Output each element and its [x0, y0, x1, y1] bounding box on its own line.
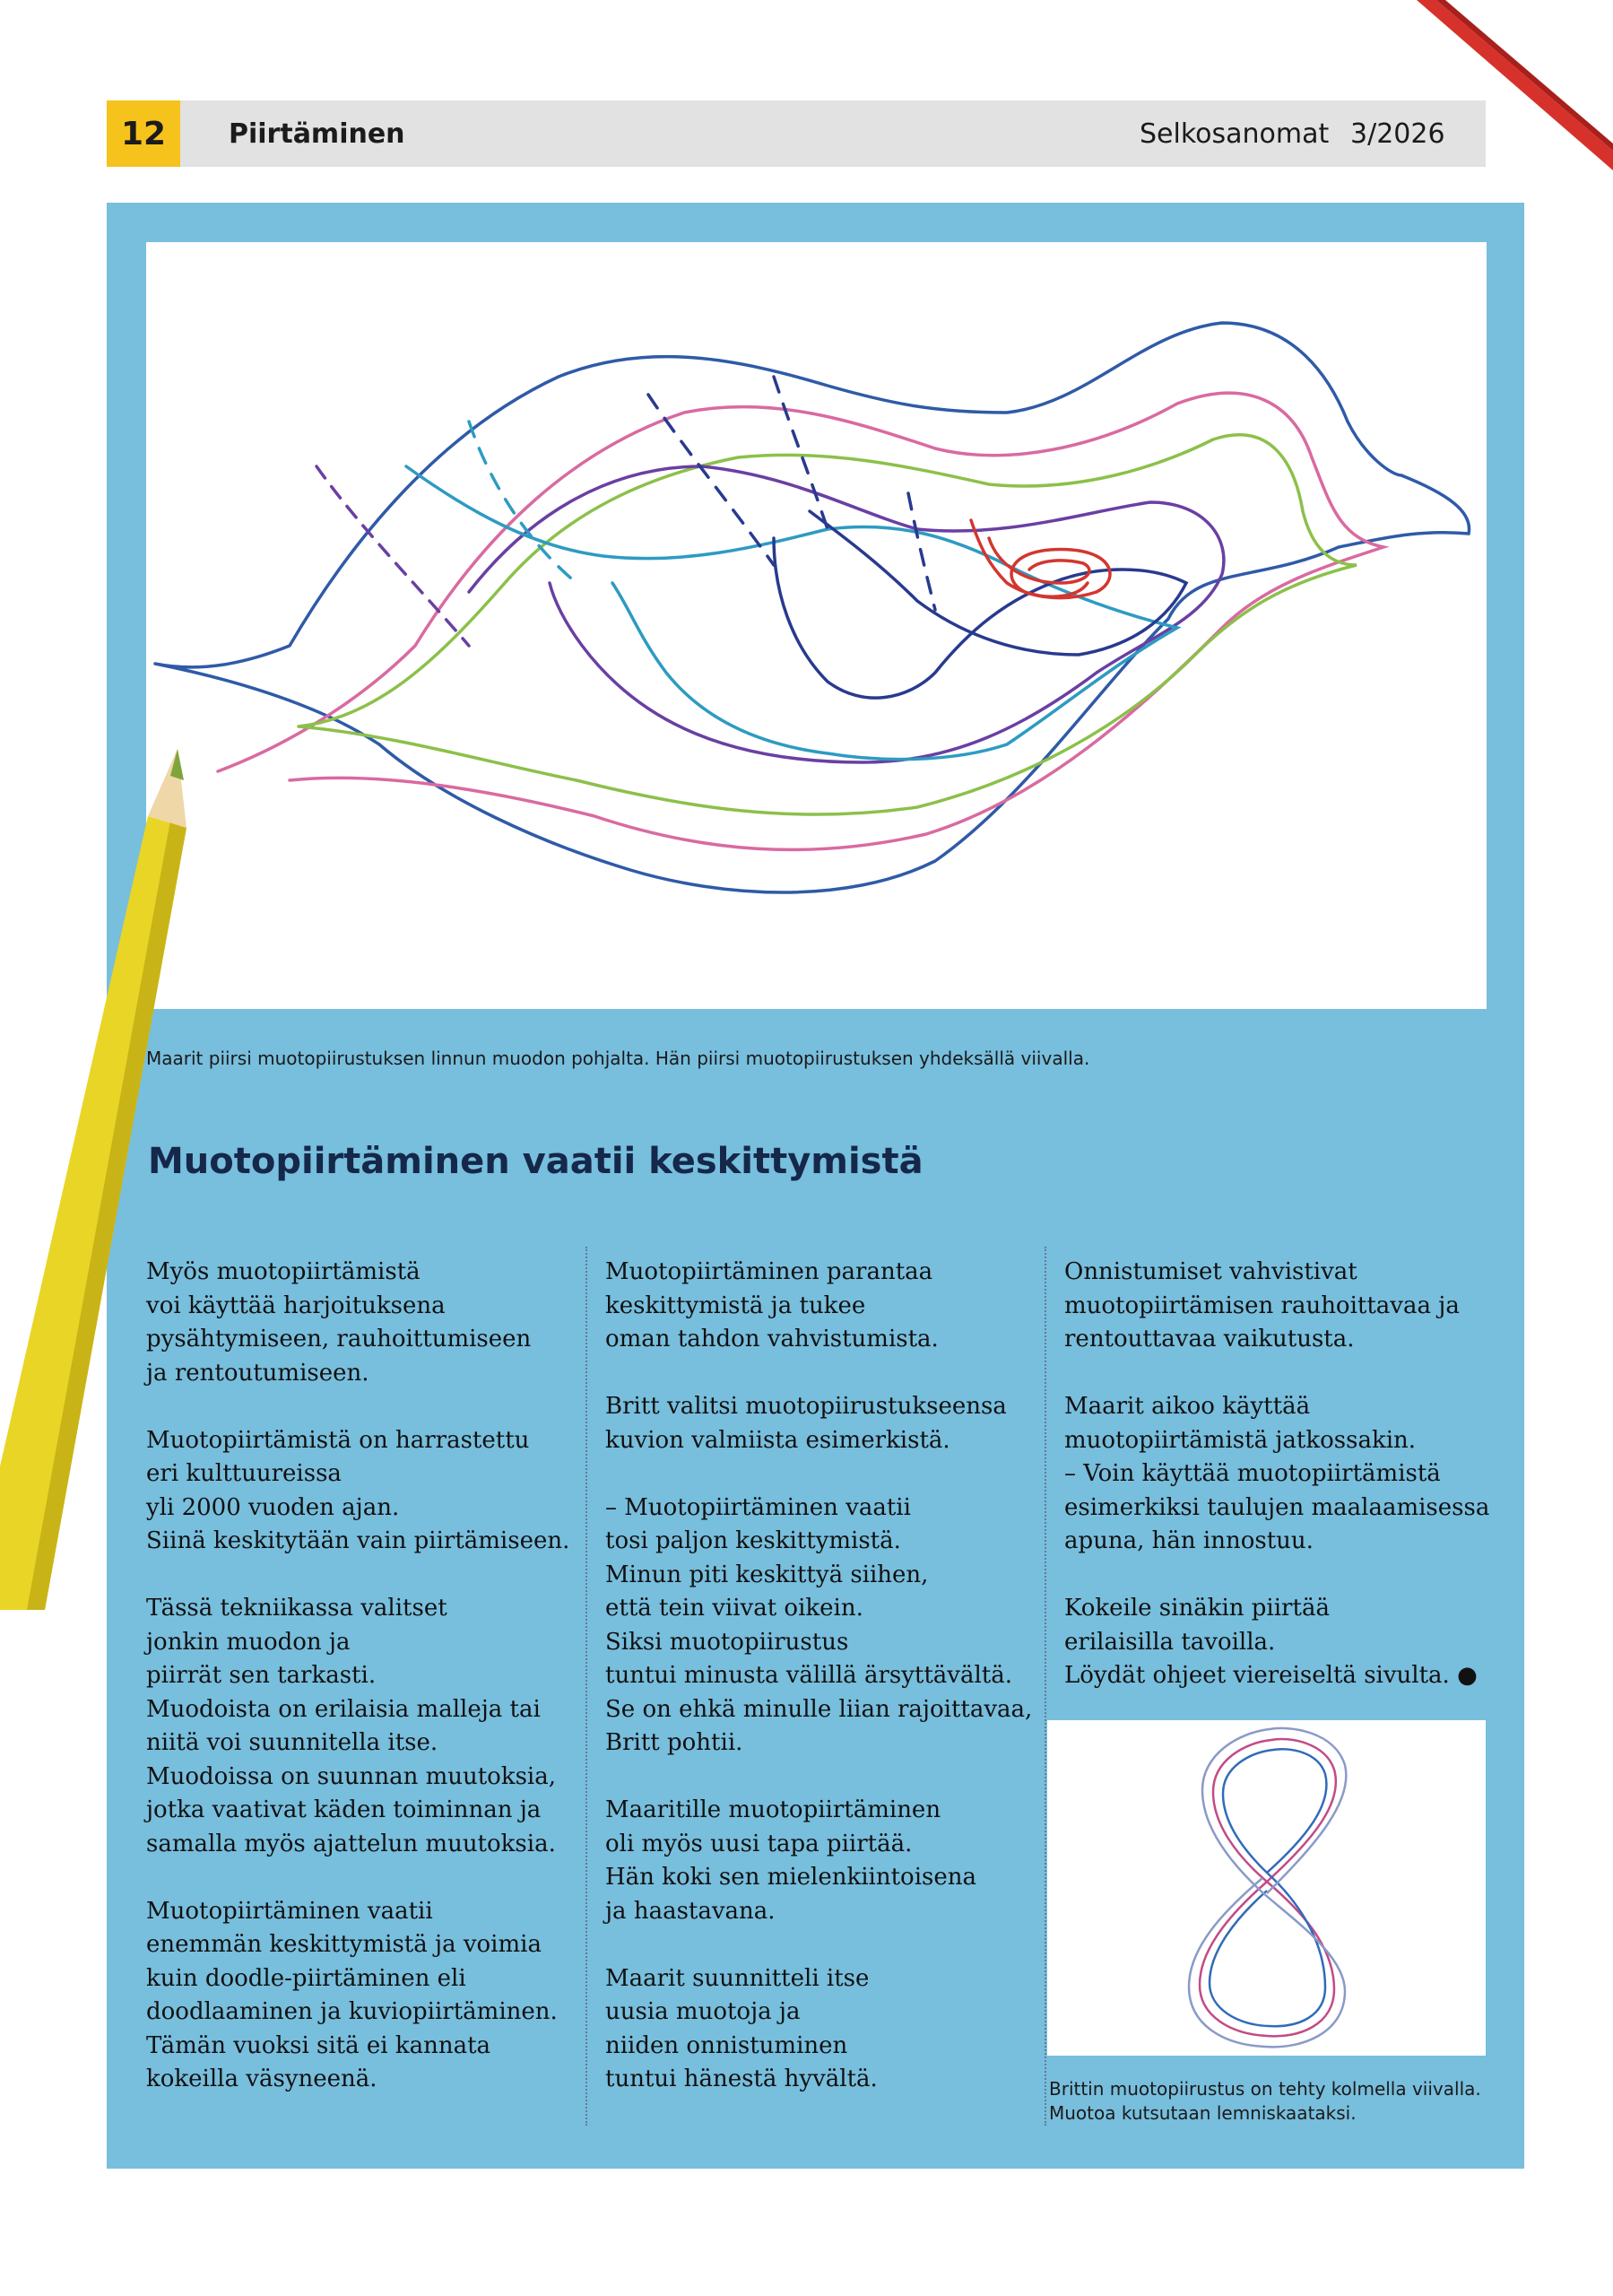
text-line: tuntui minusta välillä ärsyttävältä. [605, 1662, 1013, 1689]
text-line: Maaritille muotopiirtäminen [605, 1796, 941, 1823]
paragraph [1064, 1256, 1489, 1357]
text-line: Kokeile sinäkin piirtää [1064, 1595, 1330, 1622]
text-line: Muotopiirtäminen vaatii [146, 1897, 433, 1925]
text-line: niiden onnistuminen [605, 2031, 848, 2059]
text-column-2 [605, 1256, 1032, 2130]
text-line: esimerkiksi taulujen maalaamisessa [1064, 1493, 1490, 1521]
text-line: muotopiirtämisen rauhoittavaa ja [1064, 1292, 1460, 1319]
text-line: Se on ehkä minulle liian rajoittavaa, [605, 1695, 1033, 1723]
end-mark: ● [1457, 1662, 1478, 1689]
text-line: yli 2000 vuoden ajan. [146, 1493, 400, 1521]
text-line: Maarit aikoo käyttää [1064, 1393, 1311, 1420]
text-line: ja rentoutumiseen. [146, 1359, 369, 1387]
paragraph [605, 1256, 1032, 1357]
text-line: oli myös uusi tapa piirtää. [605, 1830, 913, 1857]
bird-drawing-photo [146, 242, 1487, 1009]
text-line: Hän koki sen mielenkiintoisena [605, 1864, 976, 1891]
text-line [1064, 1659, 1489, 1693]
text-line: eri kulttuureissa [146, 1460, 342, 1487]
text-column-3 [1064, 1256, 1489, 1726]
section-title: Piirtäminen [229, 118, 405, 150]
text-line: kokeilla väsyneenä. [146, 2066, 377, 2092]
text-line: apuna, hän innostuu. [1064, 1527, 1314, 1554]
text-line: kuin doodle-piirtäminen eli [146, 1964, 466, 1992]
text-line: niitä voi suunnitella itse. [146, 1729, 438, 1756]
paragraph [146, 1424, 569, 1559]
caption-line: Muotoa kutsutaan lemniskaataksi. [1049, 2102, 1357, 2124]
text-line: jotka vaativat käden toiminnan ja [146, 1796, 542, 1823]
text-line: tuntui hänestä hyvältä. [605, 2066, 878, 2092]
paragraph [146, 1256, 569, 1390]
text-line: muotopiirtämistä jatkossakin. [1064, 1426, 1417, 1454]
text-line: Muodoista on erilaisia malleja tai [146, 1695, 541, 1723]
text-line: samalla myös ajattelun muutoksia. [146, 1830, 556, 1857]
text-line: Myös muotopiirtämistä [146, 1258, 421, 1285]
text-line: Siksi muotopiirustus [605, 1628, 849, 1656]
text-line: Siinä keskitytään vain piirtämiseen. [146, 1527, 570, 1554]
text-line: rentouttavaa vaikutusta. [1064, 1326, 1355, 1352]
text-line: enemmän keskittymistä ja voimia [146, 1931, 542, 1958]
text-column-1 [146, 1256, 569, 2130]
text-line: tosi paljon keskittymistä. [605, 1527, 901, 1554]
paragraph [605, 1794, 1032, 1928]
text-line: oman tahdon vahvistumista. [605, 1326, 939, 1352]
text-line: doodlaaminen ja kuviopiirtäminen. [146, 1998, 558, 2025]
paragraph [605, 1390, 1032, 1457]
text-line: erilaisilla tavoilla. [1064, 1628, 1276, 1656]
publication-name: Selkosanomat [1140, 118, 1330, 150]
text-line: Tässä tekniikassa valitset [146, 1595, 447, 1622]
text-line: Britt pohtii. [605, 1729, 743, 1756]
text-line-content: Löydät ohjeet viereiseltä sivulta. [1064, 1662, 1450, 1689]
article-headline: Muotopiirtäminen vaatii keskittymistä [148, 1141, 924, 1182]
text-line: Minun piti keskittyä siihen, [605, 1561, 929, 1588]
column-divider [585, 1247, 587, 2126]
figure2-caption [1049, 2077, 1481, 2126]
caption-line: Brittin muotopiirustus on tehty kolmella viivalla. [1049, 2078, 1481, 2100]
column-divider [1045, 1247, 1046, 2126]
lemniscate-drawing-photo [1047, 1720, 1486, 2056]
paragraph [146, 1592, 569, 1861]
text-line: ja haastavana. [605, 1897, 776, 1925]
paragraph [1064, 1390, 1489, 1559]
text-line: jonkin muodon ja [146, 1628, 351, 1656]
figure1-caption: Maarit piirsi muotopiirustuksen linnun muodon pohjalta. Hän piirsi muotopiirustuksen yhdeksällä viivalla. [146, 1048, 1090, 1069]
paragraph [605, 1962, 1032, 2097]
text-line: Tämän vuoksi sitä ei kannata [146, 2031, 491, 2059]
text-line: uusia muotoja ja [605, 1998, 801, 2025]
text-line: kuvion valmiista esimerkistä. [605, 1426, 950, 1454]
paragraph [146, 1895, 569, 2097]
text-line: voi käyttää harjoituksena [146, 1292, 446, 1319]
text-line: piirrät sen tarkasti. [146, 1662, 377, 1689]
text-line: – Voin käyttää muotopiirtämistä [1064, 1460, 1441, 1487]
text-line: – Muotopiirtäminen vaatii [605, 1493, 911, 1521]
text-line: Muodoissa on suunnan muutoksia, [146, 1762, 557, 1790]
text-line: keskittymistä ja tukee [605, 1292, 866, 1319]
text-line: että tein viivat oikein. [605, 1595, 863, 1622]
text-line: Muotopiirtäminen parantaa [605, 1258, 933, 1285]
page-number: 12 [107, 100, 180, 167]
paragraph [605, 1492, 1032, 1761]
text-line: Muotopiirtämistä on harrastettu [146, 1426, 530, 1454]
text-line: pysähtymiseen, rauhoittumiseen [146, 1326, 532, 1352]
issue-number: 3/2026 [1350, 118, 1445, 150]
text-line: Onnistumiset vahvistivat [1064, 1258, 1357, 1285]
red-pencil-icon [1399, 0, 1613, 179]
text-line: Britt valitsi muotopiirustukseensa [605, 1393, 1007, 1420]
text-line: Maarit suunnitteli itse [605, 1964, 870, 1992]
paragraph [1064, 1592, 1489, 1693]
